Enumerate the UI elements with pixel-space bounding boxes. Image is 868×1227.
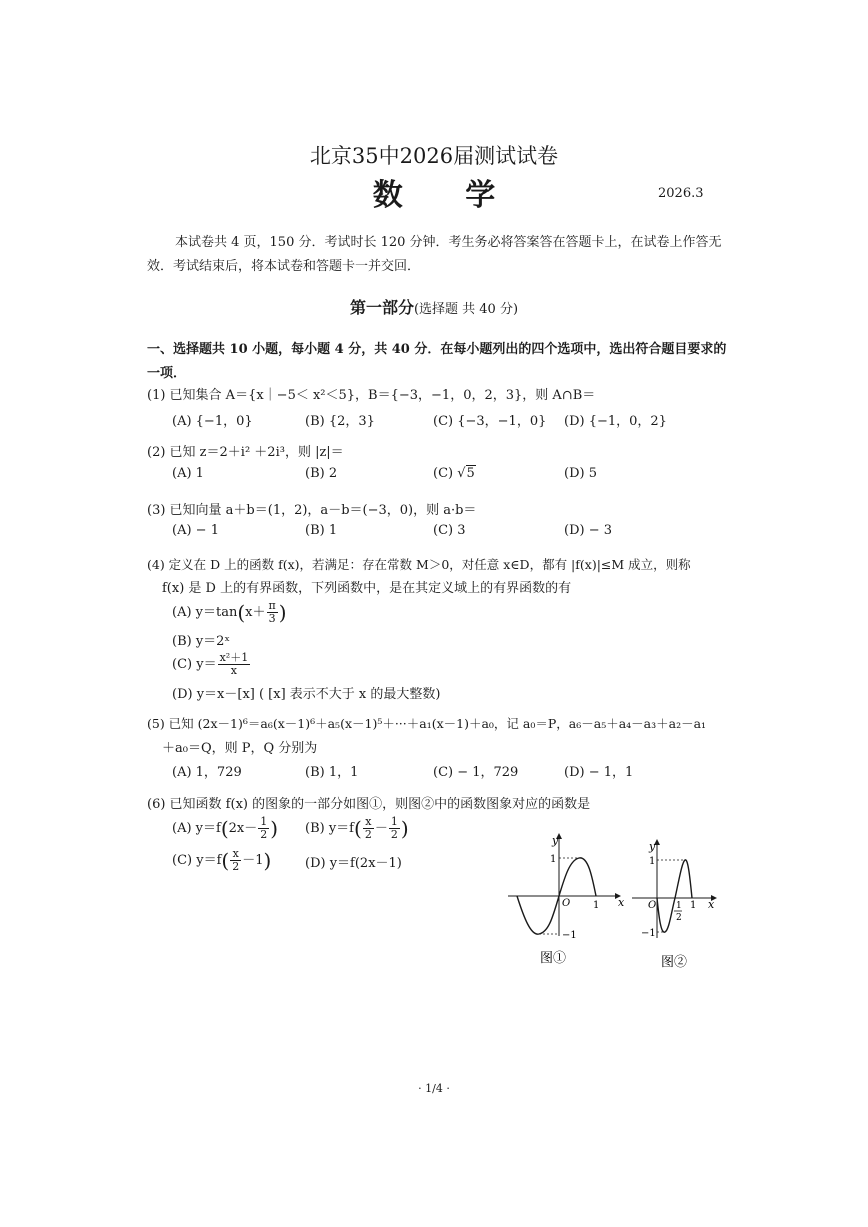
figure-1-caption: 图① [540, 951, 567, 966]
frac-denominator: 2 [232, 860, 240, 873]
figure-2-graph [628, 834, 724, 976]
q6-option-b-fraction-2 [389, 816, 400, 841]
question-3-stem: (3) 已知向量 a＋b＝(1，2)，a－b＝(−3，0)，则 a·b＝ [147, 503, 477, 518]
exam-instructions: 本试卷共 4 页，150 分．考试时长 120 分钟．考生务必将答案答在答题卡上，在试卷上作答无效．考试结束后，将本试卷和答题卡一并交回． [147, 235, 722, 274]
q6-option-c-tail: －1 [242, 853, 264, 868]
frac-denominator: 2 [364, 828, 372, 841]
y-tick-1: 1 [649, 856, 656, 867]
frac-numerator: x [363, 816, 374, 829]
q3-option-c: (C) 3 [433, 523, 466, 538]
x-tick-half-denominator: 2 [676, 913, 682, 923]
frac-numerator: 1 [260, 815, 268, 828]
q4-option-b: (B) y＝2ˣ [172, 634, 230, 649]
q6-option-c-label: (C) y＝f [172, 853, 222, 868]
frac-numerator: x [230, 848, 241, 861]
x-tick-1: 1 [593, 900, 600, 911]
y-tick-neg1: −1 [641, 928, 656, 939]
q4-option-d: (D) y＝x－[x] ( [x] 表示不大于 x 的最大整数) [172, 687, 441, 702]
q3-option-d: (D) − 3 [564, 523, 612, 538]
question-4-line-1: (4) 定义在 D 上的函数 f(x)，若满足：存在常数 M＞0，对任意 x∈D，都有 |f(x)|≤M 成立，则称 [147, 557, 691, 572]
q2-option-b: (B) 2 [305, 466, 338, 481]
origin-label: O [648, 900, 657, 911]
y-tick-1: 1 [550, 854, 557, 865]
q2-option-c-label: (C) [433, 466, 458, 481]
q6-option-a-arg: 2x－ [228, 821, 258, 836]
q5-option-c: (C) − 1，729 [433, 765, 519, 780]
q6-option-d: (D) y＝f(2x－1) [305, 856, 402, 871]
part-title: 第一部分 [349, 298, 414, 317]
q4-option-a-arg: x＋ [245, 605, 266, 620]
q6-option-c: (C) y＝f( $\frac{x}{2}$ －1) [172, 847, 272, 873]
q6-option-a: (A) y＝f(2x－ $\frac{1}{2}$ ) [172, 815, 279, 841]
q4-option-a-fraction [267, 600, 278, 625]
q1-option-d: (D) {−1，0，2} [564, 414, 667, 429]
function-curve [657, 860, 692, 932]
frac-numerator: π [268, 599, 276, 612]
origin-label: O [562, 898, 571, 909]
question-2-stem: (2) 已知 z＝2＋i² ＋2i³，则 |z|＝ [147, 445, 344, 460]
q5-option-a: (A) 1，729 [172, 765, 242, 780]
q5-option-d: (D) − 1，1 [564, 765, 634, 780]
q4-option-c [172, 652, 251, 677]
question-5-line-2: ＋a₀＝Q，则 P，Q 分别为 [162, 741, 318, 756]
q2-option-a: (A) 1 [172, 466, 204, 481]
q3-option-b: (B) 1 [305, 523, 338, 538]
q1-option-a: (A) {−1，0} [172, 414, 253, 429]
exam-title: 北京35中2026届测试试卷 [309, 144, 559, 168]
q4-option-c-fraction [218, 652, 251, 677]
q6-option-b-fraction-1 [363, 816, 374, 841]
x-label: x [618, 896, 625, 909]
q6-option-a-fraction [258, 816, 269, 841]
frac-denominator: 3 [268, 612, 276, 625]
q1-option-b: (B) {2，3} [305, 414, 375, 429]
frac-denominator: x [230, 664, 237, 677]
q2-option-c: (C) √5 [433, 466, 475, 481]
page-number: · 1/4 · [418, 1082, 450, 1095]
frac-denominator: 2 [260, 828, 268, 841]
q6-option-b-label: (B) y＝f [305, 821, 354, 836]
q5-option-b: (B) 1，1 [305, 765, 359, 780]
subject-heading: 数 学 [372, 178, 522, 213]
y-label: y [649, 840, 656, 853]
q2-option-d: (D) 5 [564, 466, 597, 481]
y-label: y [552, 834, 559, 847]
q4-option-a: (A) y＝tan(x＋ $\frac{\pi}{3}$ ) [172, 599, 287, 625]
exam-date: 2026.3 [658, 186, 704, 201]
frac-denominator: 2 [390, 828, 398, 841]
question-5-line-1: (5) 已知 (2x－1)⁶＝a₆(x－1)⁶＋a₅(x－1)⁵＋···＋a₁(x－1)＋a₀，记 a₀＝P，a₆－a₅＋a₄－a₃＋a₂－a₁ [147, 716, 707, 731]
frac-numerator: x²＋1 [219, 651, 249, 664]
q4-option-a-label: (A) y＝tan [172, 605, 238, 620]
q2-option-c-radicand: 5 [466, 466, 475, 481]
question-1-stem: (1) 已知集合 A＝{x｜−5＜ x²＜5}，B＝{−3，−1，0，2，3}，则 A∩B＝ [147, 388, 596, 403]
q3-option-a: (A) − 1 [172, 523, 219, 538]
question-6-stem: (6) 已知函数 f(x) 的图象的一部分如图①，则图②中的函数图象对应的函数是 [147, 797, 591, 812]
figure-1-graph [500, 826, 630, 974]
q4-option-c-label: (C) y＝ [172, 657, 217, 672]
x-tick-half-numerator: 1 [676, 901, 682, 911]
q6-option-b: (B) y＝f( $\frac{x}{2}$ － $\frac{1}{2}$ ) [305, 815, 409, 841]
y-tick-neg1: −1 [562, 930, 577, 941]
figure-2-caption: 图② [661, 955, 688, 970]
x-label: x [708, 898, 715, 911]
section-instructions: 一、选择题共 10 小题，每小题 4 分，共 40 分．在每小题列出的四个选项中，选出符合题目要求的一项． [147, 342, 727, 381]
frac-numerator: 1 [390, 815, 398, 828]
part-note: (选择题 共 40 分) [413, 302, 519, 317]
q6-option-c-fraction [230, 848, 241, 873]
q1-option-c: (C) {−3，−1，0} [433, 414, 547, 429]
x-tick-1: 1 [690, 900, 697, 911]
question-4-line-2: f(x) 是 D 上的有界函数，下列函数中，是在其定义域上的有界函数的有 [162, 581, 572, 596]
part-heading [0, 295, 868, 318]
q6-option-a-label: (A) y＝f [172, 821, 221, 836]
